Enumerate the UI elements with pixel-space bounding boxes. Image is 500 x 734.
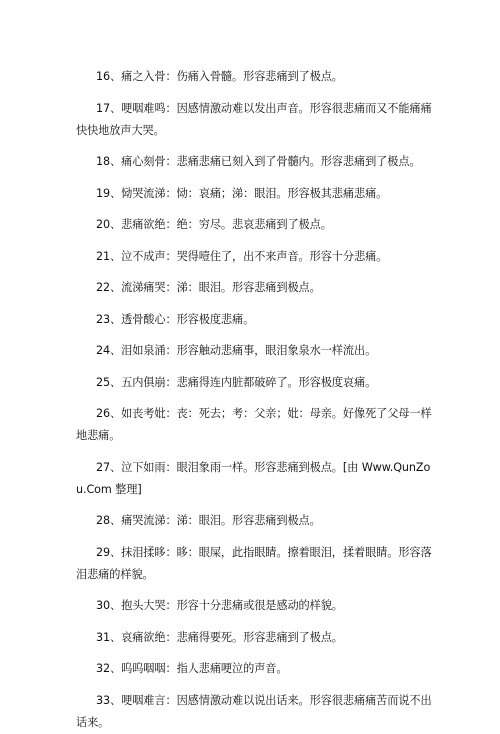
entry-term: 呜呜咽咽 <box>121 662 166 675</box>
entry-term: 哽咽难鸣 <box>121 101 166 115</box>
entry-definition: 伤痛入骨髓。形容悲痛到了极点。 <box>176 70 343 83</box>
entry-separator: ： <box>165 375 177 389</box>
entry-number: 32、 <box>96 662 122 675</box>
entry-25 <box>76 372 436 394</box>
entry-separator: ： <box>165 70 177 83</box>
entry-definition: 涕：眼泪。形容悲痛到极点。 <box>176 514 321 527</box>
entry-number: 29、 <box>96 545 122 559</box>
entry-33 <box>76 690 436 734</box>
entry-term: 如丧考妣 <box>121 407 166 420</box>
entry-separator: ： <box>165 281 177 294</box>
entry-separator: ： <box>165 407 177 420</box>
entry-18 <box>76 151 436 173</box>
entry-number: 23、 <box>96 312 122 326</box>
entry-term: 泣不成声 <box>121 249 166 263</box>
entry-definition: 哭得噎住了，出不来声音。形容十分悲痛。 <box>176 249 388 263</box>
entry-23 <box>76 309 436 331</box>
entry-separator: ： <box>165 630 177 644</box>
entry-definition: 绝：穷尽。悲哀悲痛到了极点。 <box>176 218 332 231</box>
entry-number: 33、 <box>96 693 122 707</box>
entry-term: 五内俱崩 <box>121 375 166 389</box>
entry-number: 22、 <box>96 281 122 294</box>
entry-definition: 悲痛悲痛已刻入到了骨髓内。形容悲痛到了极点。 <box>176 155 421 168</box>
entry-32 <box>76 658 436 680</box>
entry-separator: ： <box>165 186 177 200</box>
entry-definition: 悲痛得连内脏都破碎了。形容极度哀痛。 <box>176 375 377 389</box>
entry-definition: 因感情激动难以发出声音。形容很悲痛而又不能痛痛快快地放声大哭。 <box>76 101 432 137</box>
entry-number: 25、 <box>96 375 122 389</box>
entry-29 <box>76 542 436 586</box>
entry-definition: 因感情激动难以说出话来。形容很悲痛痛苦而说不出话来。 <box>76 693 432 729</box>
entry-number: 19、 <box>96 186 122 200</box>
entry-term: 痛哭流涕 <box>121 514 166 527</box>
entry-term: 泣下如雨 <box>121 460 166 474</box>
entry-separator: ： <box>165 249 177 263</box>
entry-term: 哀痛欲绝 <box>121 630 166 644</box>
entry-number: 21、 <box>96 249 122 263</box>
entry-term: 悲痛欲绝 <box>121 218 166 231</box>
entry-19 <box>76 183 436 205</box>
entry-separator: ： <box>165 312 177 326</box>
entry-20 <box>76 214 436 236</box>
entry-definition: 形容十分悲痛或很是感动的样貌。 <box>176 599 343 612</box>
entry-separator: ： <box>165 599 177 612</box>
entry-definition: 悲痛得要死。形容悲痛到了极点。 <box>176 630 343 644</box>
entry-definition: 眼泪象雨一样。形容悲痛到极点。[由 Www.QunZou.Com 整理] <box>76 460 431 496</box>
entry-separator: ： <box>165 344 177 357</box>
entry-separator: ： <box>165 101 177 115</box>
entry-term: 恸哭流涕 <box>121 186 166 200</box>
entry-24 <box>76 340 436 362</box>
entry-separator: ： <box>165 662 177 675</box>
entry-21 <box>76 246 436 268</box>
entry-number: 24、 <box>96 344 122 357</box>
entry-definition: 丧：死去；考：父亲；妣：母亲。好像死了父母一样地悲痛。 <box>76 407 432 442</box>
entry-number: 20、 <box>96 218 122 231</box>
entry-number: 16、 <box>96 70 122 83</box>
entry-term: 抹泪揉眵 <box>121 545 166 559</box>
entry-27 <box>76 457 436 501</box>
entry-number: 17、 <box>96 101 122 115</box>
entry-separator: ： <box>165 460 177 474</box>
entry-separator: ： <box>165 693 177 707</box>
entry-definition: 指人悲痛哽泣的声音。 <box>176 662 288 675</box>
entry-number: 30、 <box>96 599 122 612</box>
entry-number: 26、 <box>96 407 122 420</box>
entry-separator: ： <box>165 514 177 527</box>
entry-separator: ： <box>165 545 177 559</box>
entry-definition: 眵：眼屎，此指眼睛。擦着眼泪，揉着眼睛。形容落泪悲痛的样貌。 <box>76 545 432 581</box>
entry-term: 泪如泉涌 <box>121 344 166 357</box>
entry-28 <box>76 510 436 532</box>
entry-number: 28、 <box>96 514 122 527</box>
entry-separator: ： <box>165 155 177 168</box>
entry-26 <box>76 403 436 447</box>
entry-definition: 恸：哀痛；涕：眼泪。形容极其悲痛悲痛。 <box>176 186 388 200</box>
entry-number: 31、 <box>96 630 122 644</box>
entry-number: 18、 <box>96 155 122 168</box>
entry-term: 透骨酸心 <box>121 312 166 326</box>
entry-30 <box>76 595 436 617</box>
entry-term: 痛心刻骨 <box>121 155 166 168</box>
entry-definition: 涕：眼泪。形容悲痛到极点。 <box>176 281 321 294</box>
entry-term: 哽咽难言 <box>121 693 166 707</box>
entry-17 <box>76 98 436 142</box>
entry-22 <box>76 277 436 299</box>
entry-term: 痛之入骨 <box>121 70 166 83</box>
entry-31 <box>76 627 436 649</box>
entry-term: 抱头大哭 <box>121 599 166 612</box>
entry-number: 27、 <box>96 460 122 474</box>
entry-definition: 形容极度悲痛。 <box>176 312 255 326</box>
entry-16 <box>76 66 436 88</box>
entry-term: 流涕痛哭 <box>121 281 166 294</box>
entry-definition: 形容触动悲痛事，眼泪象泉水一样流出。 <box>176 344 377 357</box>
entry-separator: ： <box>165 218 177 231</box>
